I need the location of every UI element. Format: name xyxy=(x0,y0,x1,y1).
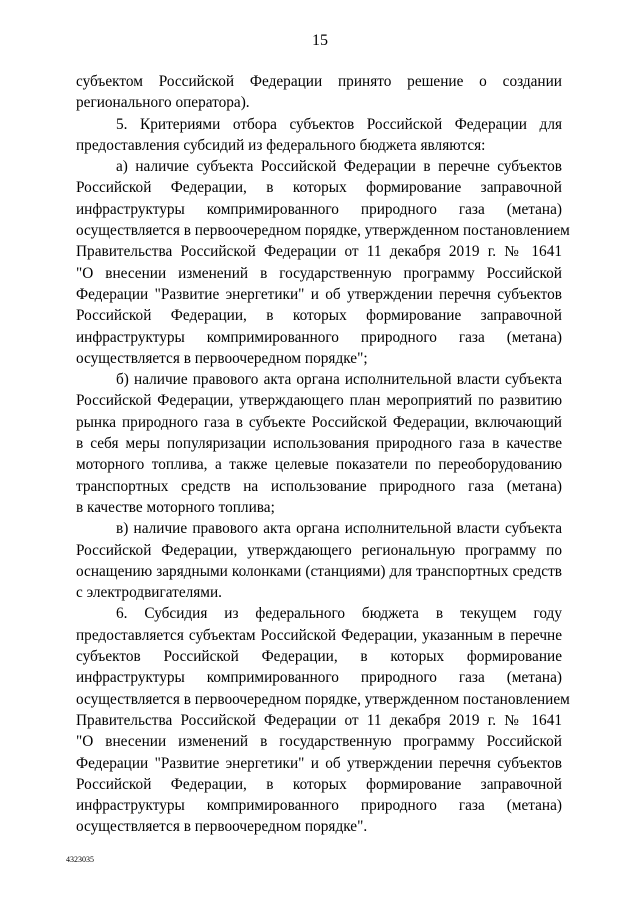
text-line: "О внесении изменений в государственную программу Российской xyxy=(76,733,562,751)
text-line: регионального оператора). xyxy=(76,94,250,112)
text-line: осуществляется в первоочередном порядке, утвержденном постановлением xyxy=(76,690,570,708)
text-line: Правительства Российской Федерации от 11 декабря 2019 г. № 1641 xyxy=(76,711,562,729)
text-line: оснащению зарядными колонками (станциями) для транспортных средств xyxy=(76,562,562,580)
text-line: осуществляется в первоочередном порядке". xyxy=(76,818,368,836)
text-line: инфраструктуры компримированного природного газа (метана) xyxy=(76,328,562,346)
page-number: 15 xyxy=(312,32,328,49)
text-line: инфраструктуры компримированного природного газа (метана) xyxy=(76,200,562,218)
text-line: в) наличие правового акта органа исполнительной власти субъекта xyxy=(116,520,562,538)
text-line: Федерации "Развитие энергетики" и об утверждении перечня субъектов xyxy=(76,754,562,772)
text-line: Российской Федерации, в которых формирование заправочной xyxy=(76,775,562,793)
text-line: Российской Федерации, утверждающего план мероприятий по развитию xyxy=(76,392,562,410)
text-line: транспортных средств на использование природного газа (метана) xyxy=(76,477,562,495)
text-line: субъектов Российской Федерации, в которых формирование xyxy=(76,648,562,666)
text-line: Российской Федерации, в которых формирование заправочной xyxy=(76,307,562,325)
text-line: "О внесении изменений в государственную программу Российской xyxy=(76,264,562,282)
text-line: моторного топлива, а также целевые показатели по переоборудованию xyxy=(76,456,562,474)
text-line: Правительства Российской Федерации от 11 декабря 2019 г. № 1641 xyxy=(76,243,562,261)
text-line: предоставления субсидий из федерального бюджета являются: xyxy=(76,136,486,154)
text-line: Федерации "Развитие энергетики" и об утверждении перечня субъектов xyxy=(76,285,562,303)
document-code: 4323035 xyxy=(66,855,94,864)
text-line: рынка природного газа в субъекте Российской Федерации, включающий xyxy=(76,413,562,431)
text-line: б) наличие правового акта органа исполнительной власти субъекта xyxy=(116,371,562,389)
text-line: в себя меры популяризации использования природного газа в качестве xyxy=(76,435,562,453)
text-line: 5. Критериями отбора субъектов Российской Федерации для xyxy=(116,115,562,133)
text-line: предоставляется субъектам Российской Федерации, указанным в перечне xyxy=(76,626,562,644)
text-line: субъектом Российской Федерации принято решение о создании xyxy=(76,73,562,90)
text-line: 6. Субсидия из федерального бюджета в текущем году xyxy=(116,605,562,623)
text-line: инфраструктуры компримированного природного газа (метана) xyxy=(76,669,562,687)
text-line: осуществляется в первоочередном порядке, утвержденном постановлением xyxy=(76,222,570,240)
text-line: а) наличие субъекта Российской Федерации в перечне субъектов xyxy=(116,158,562,176)
text-line: осуществляется в первоочередном порядке"; xyxy=(76,349,368,367)
text-line: Российской Федерации, в которых формирование заправочной xyxy=(76,179,562,197)
text-line: в качестве моторного топлива; xyxy=(76,498,275,516)
text-line: с электродвигателями. xyxy=(76,584,222,602)
text-line: Российской Федерации, утверждающего региональную программу по xyxy=(76,541,562,559)
document-body xyxy=(76,71,570,838)
text-line: инфраструктуры компримированного природного газа (метана) xyxy=(76,797,562,815)
